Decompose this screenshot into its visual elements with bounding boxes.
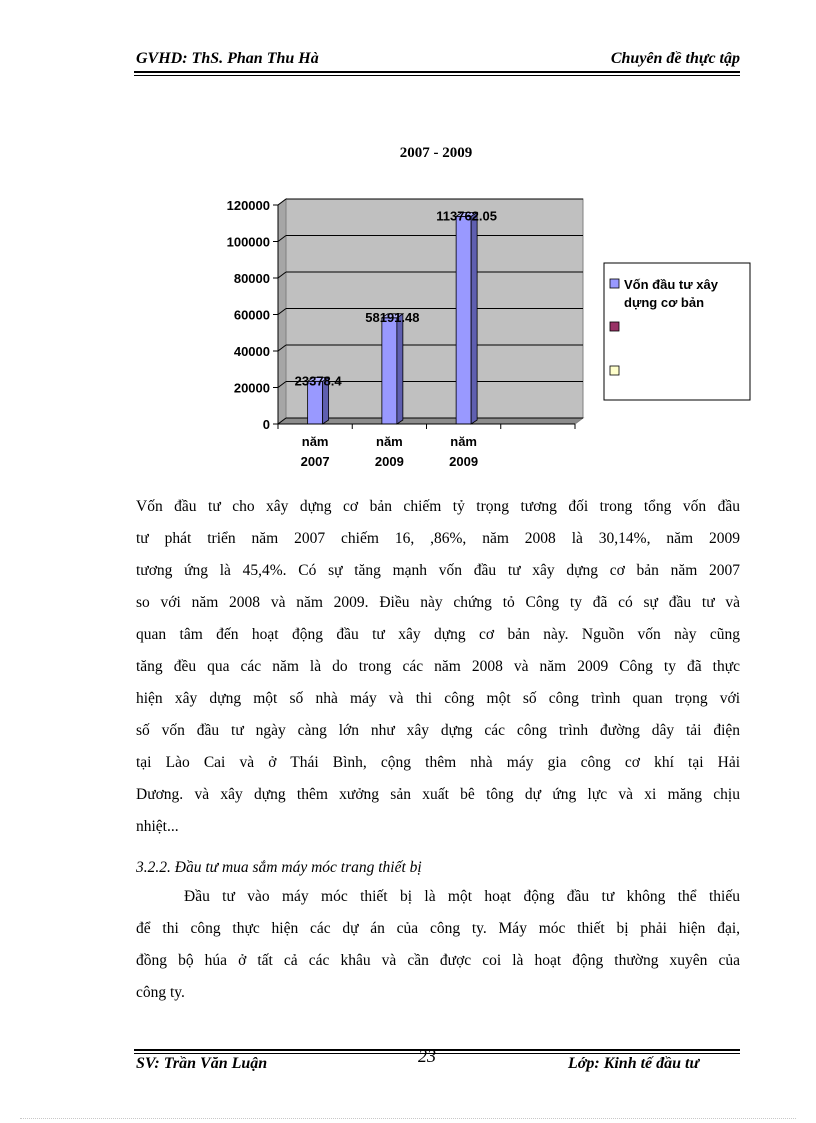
data-label: 23378.4 [294,373,342,389]
paragraph-line: so với năm 2008 và năm 2009. Điều này chứng tỏ Công ty đã có sự đầu tư và [136,594,740,611]
x-tick-label: năm [450,434,477,449]
paragraph-line: nhiệt... [136,818,179,835]
legend-label-line: dựng cơ bản [624,295,705,310]
page-number: 23 [418,1046,436,1066]
y-tick-label: 40000 [233,344,270,359]
y-tick-label: 80000 [233,271,270,286]
y-tick-label: 60000 [233,307,270,323]
bar-front [382,318,397,424]
x-tick-label: 2009 [449,454,479,469]
bar-side [397,314,403,424]
paragraph-line: tăng đều qua các năm là do trong các năm 2008 và năm 2009 Công ty đã thực [136,658,740,675]
y-tick-label: 0 [262,417,270,432]
bar [456,212,477,424]
y-axis-tick-labels [227,198,270,432]
data-label: 113762.05 [436,208,497,224]
bar-side [471,212,477,424]
header-document-title: Chuyên đề thực tập [610,50,740,67]
legend-swatch [610,279,619,288]
paragraph-line: tương ứng là 45,4%. Có sự tăng mạnh vốn đầu tư xây dựng cơ bản năm 2007 [136,562,740,579]
paragraph-line: tại Lào Cai và ở Thái Bình, cộng thêm nhà máy gia công cơ khí tại Hải [136,754,740,771]
y-tick-label: 120000 [226,198,270,213]
paragraph-line: đồng bộ húa ở tất cả các khâu và cần được coi là hoạt động thường xuyên của [136,952,740,969]
footer-rule-top [134,1049,740,1051]
paragraph-line: để thi công thực hiện các dự án của công ty. Máy móc thiết bị phải hiện đại, [136,920,740,937]
x-tick-label: năm [301,434,329,449]
legend-label-line: Vốn đầu tư xây [624,277,718,292]
x-tick-label: 2009 [374,454,404,469]
paragraph-line: Đầu tư vào máy móc thiết bị là một hoạt động đầu tư không thể thiếu [184,888,740,905]
footer-class: Lớp: Kinh tế đầu tư [568,1055,700,1072]
paragraph-line: công ty. [136,984,185,1001]
paragraph-line: tư phát triển năm 2007 chiếm 16, ,86%, năm 2008 là 30,14%, năm 2009 [136,530,740,547]
x-tick-label: năm [376,434,403,449]
bar [382,314,403,424]
page-bottom-dotted-line [20,1118,796,1119]
y-tick-label: 100000 [226,234,270,250]
paragraph-equipment-investment [136,881,740,1009]
x-tick-label: 2007 [300,454,330,469]
paragraph-line: số vốn đầu tư ngày càng lớn như xây dựng các công trình đường dây tải điện [136,722,740,739]
paragraph-line: Vốn đầu tư cho xây dựng cơ bản chiếm tỷ trọng tương đối trong tổng vốn đầu [136,498,740,515]
chart-legend [604,263,750,400]
legend-swatch [610,366,619,375]
header-advisor: GVHD: ThS. Phan Thu Hà [136,50,319,67]
y-tick-label: 20000 [233,380,270,396]
paragraph-investment-construction [136,491,740,843]
chart-title: 2007 - 2009 [399,145,473,161]
paragraph-line: Dương. và xây dựng thêm xưởng sản xuất bê tông dự ứng lực và xi măng chịu [136,786,740,803]
footer-student: SV: Trần Văn Luận [136,1055,268,1072]
x-axis-tick-labels [301,434,478,469]
data-label: 58191.48 [365,309,420,325]
section-heading: 3.2.2. Đầu tư mua sắm máy móc trang thiết bị [136,859,422,876]
bar-front [456,216,471,424]
bar-chart [0,0,816,480]
legend-swatch [610,322,619,331]
paragraph-line: hiện xây dựng một số nhà máy và thi công một số công trình quan trọng với [136,690,740,707]
paragraph-line: quan tâm đến hoạt động đầu tư xây dựng cơ bản này. Nguồn vốn này cũng [136,626,740,643]
footer-rule-bottom [134,1053,740,1054]
